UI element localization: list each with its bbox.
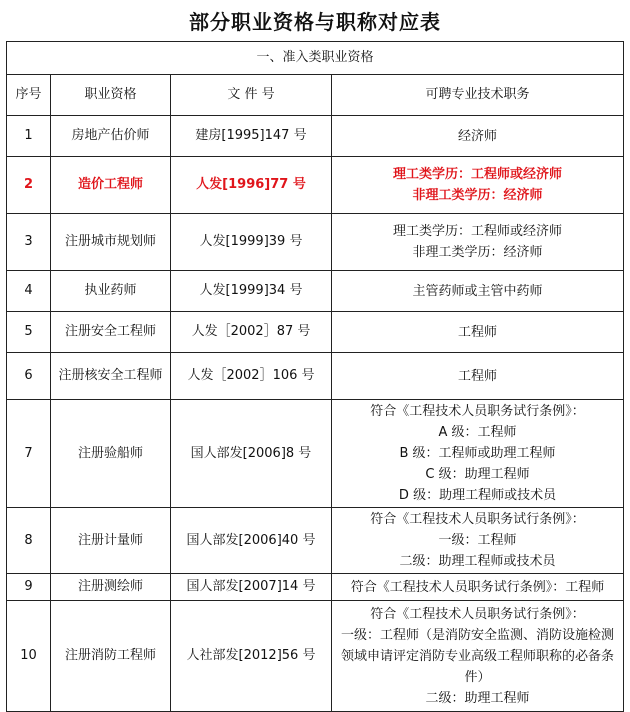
duty-line: 经济师 — [458, 128, 498, 144]
header-qualification: 职业资格 — [51, 75, 171, 116]
row-no: 1 — [7, 116, 51, 157]
table-body — [7, 116, 624, 712]
row-qualification: 注册验船师 — [51, 400, 171, 508]
row-no: 6 — [7, 353, 51, 400]
row-qualification: 注册消防工程师 — [51, 601, 171, 712]
header-duty: 可聘专业技术职务 — [332, 75, 624, 116]
section-row — [7, 42, 624, 75]
row-no: 10 — [7, 601, 51, 712]
table-row — [7, 601, 624, 712]
row-duty — [332, 508, 624, 574]
row-duty — [332, 271, 624, 312]
row-document: 人发［2002］87 号 — [171, 312, 332, 353]
row-no: 3 — [7, 214, 51, 271]
duty-line: 一级：工程师（是消防安全监测、消防设施检测领域申请评定消防专业高级工程师职称的必备条件） — [341, 627, 615, 685]
row-document: 人发［2002］106 号 — [171, 353, 332, 400]
duty-line: 工程师 — [458, 324, 498, 340]
table-row — [7, 508, 624, 574]
duty-line: 符合《工程技术人员职务试行条例》： — [370, 606, 585, 622]
duty-line: 理工类学历：工程师或经济师 — [393, 224, 563, 239]
duty-line: 符合《工程技术人员职务试行条例》：工程师 — [350, 579, 605, 595]
row-duty — [332, 116, 624, 157]
row-qualification: 注册测绘师 — [51, 574, 171, 601]
duty-line: 一级：工程师 — [438, 533, 517, 548]
duty-line: 二级：助理工程师或技术员 — [399, 554, 556, 569]
row-no: 5 — [7, 312, 51, 353]
duty-line: 非理工类学历：经济师 — [412, 188, 543, 203]
row-qualification: 注册安全工程师 — [51, 312, 171, 353]
table-row — [7, 271, 624, 312]
row-qualification: 造价工程师 — [51, 157, 171, 214]
row-document: 建房[1995]147 号 — [171, 116, 332, 157]
row-document: 人发[1999]39 号 — [171, 214, 332, 271]
qualification-table — [6, 41, 624, 712]
row-duty — [332, 400, 624, 508]
row-no: 9 — [7, 574, 51, 601]
row-duty — [332, 312, 624, 353]
duty-line: C 级：助理工程师 — [425, 467, 530, 482]
table-row — [7, 157, 624, 214]
table-row — [7, 312, 624, 353]
row-qualification: 注册城市规划师 — [51, 214, 171, 271]
table-row — [7, 574, 624, 601]
row-no: 8 — [7, 508, 51, 574]
header-no: 序号 — [7, 75, 51, 116]
duty-line: 理工类学历：工程师或经济师 — [393, 167, 563, 182]
row-document: 国人部发[2006]8 号 — [171, 400, 332, 508]
row-document: 人社部发[2012]56 号 — [171, 601, 332, 712]
table-row — [7, 116, 624, 157]
row-duty — [332, 601, 624, 712]
page-title: 部分职业资格与职称对应表 — [189, 10, 441, 34]
row-duty — [332, 157, 624, 214]
table-row — [7, 353, 624, 400]
duty-line: D 级：助理工程师或技术员 — [398, 488, 557, 503]
table-row — [7, 214, 624, 271]
duty-line: 工程师 — [458, 368, 498, 384]
row-document: 国人部发[2007]14 号 — [171, 574, 332, 601]
duty-line: A 级：工程师 — [438, 425, 517, 440]
duty-line: B 级：工程师或助理工程师 — [399, 446, 556, 461]
row-document: 人发[1996]77 号 — [171, 157, 332, 214]
row-document: 国人部发[2006]40 号 — [171, 508, 332, 574]
row-duty — [332, 574, 624, 601]
row-no: 2 — [7, 157, 51, 214]
row-no: 7 — [7, 400, 51, 508]
duty-line: 非理工类学历：经济师 — [412, 245, 543, 260]
row-qualification: 房地产估价师 — [51, 116, 171, 157]
table-row — [7, 400, 624, 508]
row-qualification: 注册核安全工程师 — [51, 353, 171, 400]
row-no: 4 — [7, 271, 51, 312]
row-document: 人发[1999]34 号 — [171, 271, 332, 312]
row-duty — [332, 214, 624, 271]
duty-line: 符合《工程技术人员职务试行条例》： — [370, 404, 585, 419]
row-qualification: 注册计量师 — [51, 508, 171, 574]
header-document: 文 件 号 — [171, 75, 332, 116]
duty-line: 符合《工程技术人员职务试行条例》： — [370, 512, 585, 527]
duty-line: 主管药师或主管中药师 — [412, 283, 543, 299]
row-qualification: 执业药师 — [51, 271, 171, 312]
duty-line: 二级：助理工程师 — [425, 690, 530, 706]
header-row — [7, 75, 624, 116]
row-duty — [332, 353, 624, 400]
section-title: 一、准入类职业资格 — [7, 42, 624, 75]
